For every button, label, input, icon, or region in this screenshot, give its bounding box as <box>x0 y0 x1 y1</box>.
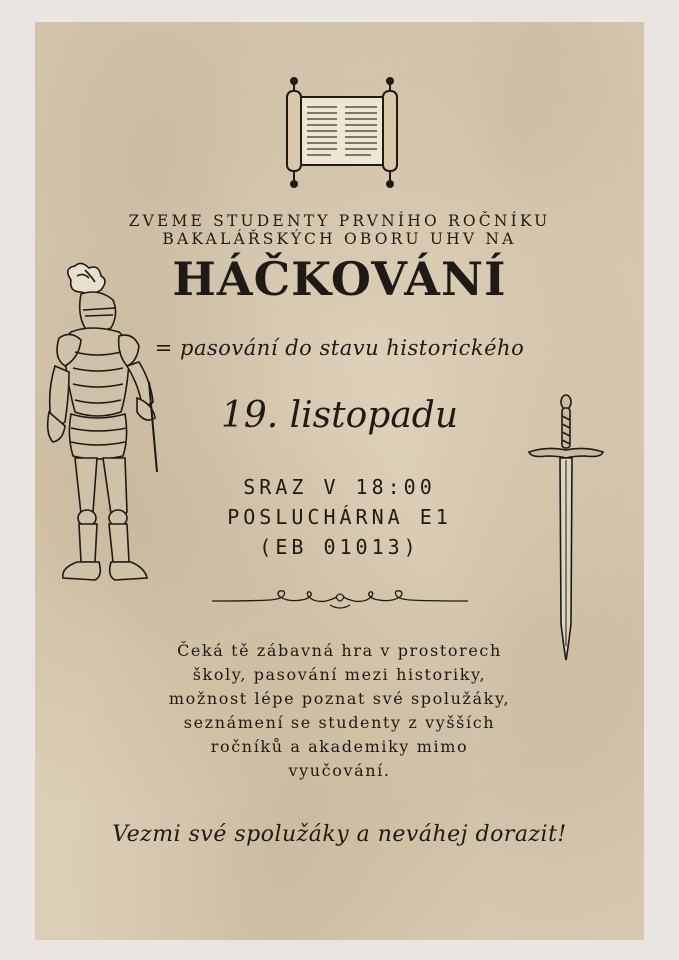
description-line-4: seznámení se studenty z vyšších <box>183 713 496 732</box>
intro-line-2: BAKALÁŘSKÝCH OBORU UHV NA <box>162 230 517 248</box>
event-subtitle: = pasování do stavu historického <box>154 336 525 360</box>
sword-illustration <box>527 394 605 662</box>
invitation-poster <box>35 22 644 940</box>
knight-illustration <box>41 262 159 584</box>
meeting-room-code: (EB 01013) <box>259 535 420 559</box>
event-date: 19. listopadu <box>220 395 459 436</box>
meeting-room: POSLUCHÁRNA E1 <box>227 505 452 529</box>
description-line-1: Čeká tě zábavná hra v prostorech <box>177 641 502 660</box>
description-line-2: školy, pasování mezi historiky, <box>192 665 487 684</box>
event-title: HÁČKOVÁNÍ <box>172 252 507 306</box>
description-line-3: možnost lépe poznat své spolužáky, <box>168 689 511 708</box>
flourish-divider <box>210 587 470 613</box>
closing-call-to-action: Vezmi své spolužáky a neváhej dorazit! <box>112 822 567 847</box>
description-line-5: ročníků a akademiky mimo <box>210 737 469 756</box>
meeting-time: SRAZ V 18:00 <box>243 475 436 499</box>
scroll-icon <box>281 77 403 189</box>
description-line-6: vyučování. <box>288 761 391 780</box>
intro-line-1: ZVEME STUDENTY PRVNÍHO ROČNÍKU <box>128 212 551 230</box>
